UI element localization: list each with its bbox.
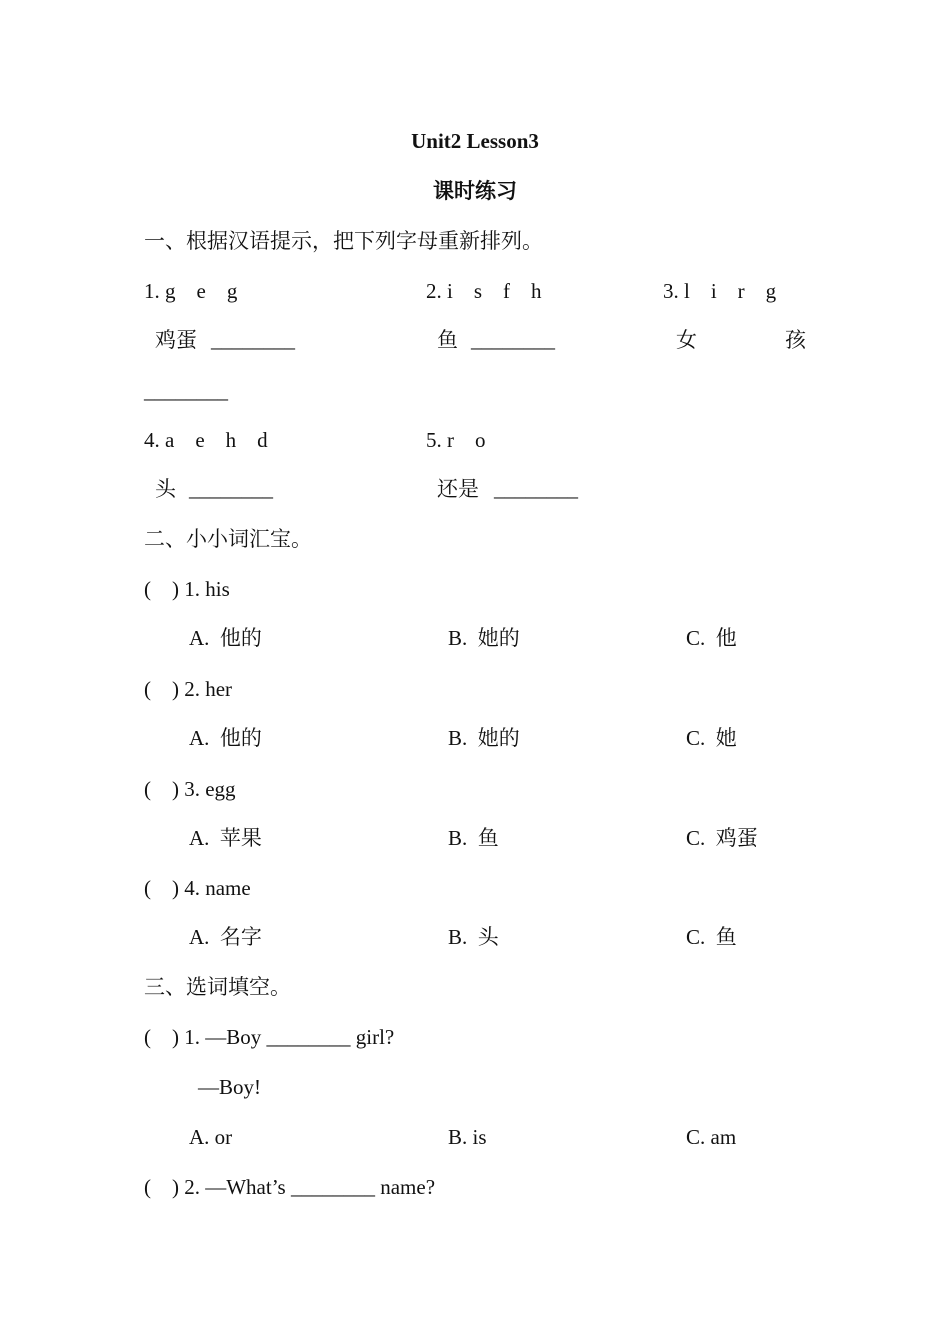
s2-q1-option-b: B. 她的 xyxy=(448,626,520,650)
item3-blank: ________ xyxy=(144,379,228,403)
item1-hint: 鸡蛋 xyxy=(155,328,197,352)
s2-q1-option-a: A. 他的 xyxy=(189,626,262,650)
section1-heading: 一、根据汉语提示，把下列字母重新排列。 xyxy=(144,229,543,253)
item5-blank: ________ xyxy=(494,477,578,501)
item4-hint: 头 xyxy=(155,477,176,501)
section3-heading: 三、选词填空。 xyxy=(144,975,291,999)
item4-letters: 4. a e h d xyxy=(144,428,268,452)
s3-q1-stem: ( ) 1. —Boy ________ girl? xyxy=(144,1025,395,1049)
s2-q3-stem: ( ) 3. egg xyxy=(144,777,236,801)
s3-q1-answer: —Boy! xyxy=(198,1075,261,1099)
s2-q4-option-a: A. 名字 xyxy=(189,925,262,949)
item3-letters: 3. l i r g xyxy=(663,279,777,303)
s2-q2-option-a: A. 他的 xyxy=(189,726,262,750)
s2-q3-option-c: C. 鸡蛋 xyxy=(686,826,758,850)
item2-hint: 鱼 xyxy=(437,328,458,352)
item3-hint-b: 孩 xyxy=(785,328,806,352)
s3-q2-stem: ( ) 2. —What’s ________ name? xyxy=(144,1175,436,1199)
s2-q4-option-b: B. 头 xyxy=(448,925,499,949)
item4-blank: ________ xyxy=(189,477,273,501)
section2-heading: 二、小小词汇宝。 xyxy=(144,527,312,551)
item2-letters: 2. i s f h xyxy=(426,279,542,303)
page-title: Unit2 Lesson3 xyxy=(411,129,539,153)
item1-letters: 1. g e g xyxy=(144,279,238,303)
s3-q1-option-a: A. or xyxy=(189,1125,233,1149)
s2-q1-option-c: C. 他 xyxy=(686,626,737,650)
s2-q2-stem: ( ) 2. her xyxy=(144,677,233,701)
item2-blank: ________ xyxy=(471,328,555,352)
s2-q3-option-b: B. 鱼 xyxy=(448,826,499,850)
s2-q4-option-c: C. 鱼 xyxy=(686,925,737,949)
s2-q3-option-a: A. 苹果 xyxy=(189,826,262,850)
s2-q2-option-c: C. 她 xyxy=(686,726,737,750)
s3-q1-option-c: C. am xyxy=(686,1125,737,1149)
item5-hint: 还是 xyxy=(437,477,479,501)
s2-q4-stem: ( ) 4. name xyxy=(144,876,251,900)
s2-q2-option-b: B. 她的 xyxy=(448,726,520,750)
s3-q1-option-b: B. is xyxy=(448,1125,487,1149)
page-subtitle: 课时练习 xyxy=(433,179,517,203)
item5-letters: 5. r o xyxy=(426,428,486,452)
s2-q1-stem: ( ) 1. his xyxy=(144,577,230,601)
item3-hint-a: 女 xyxy=(676,328,697,352)
item1-blank: ________ xyxy=(211,328,295,352)
